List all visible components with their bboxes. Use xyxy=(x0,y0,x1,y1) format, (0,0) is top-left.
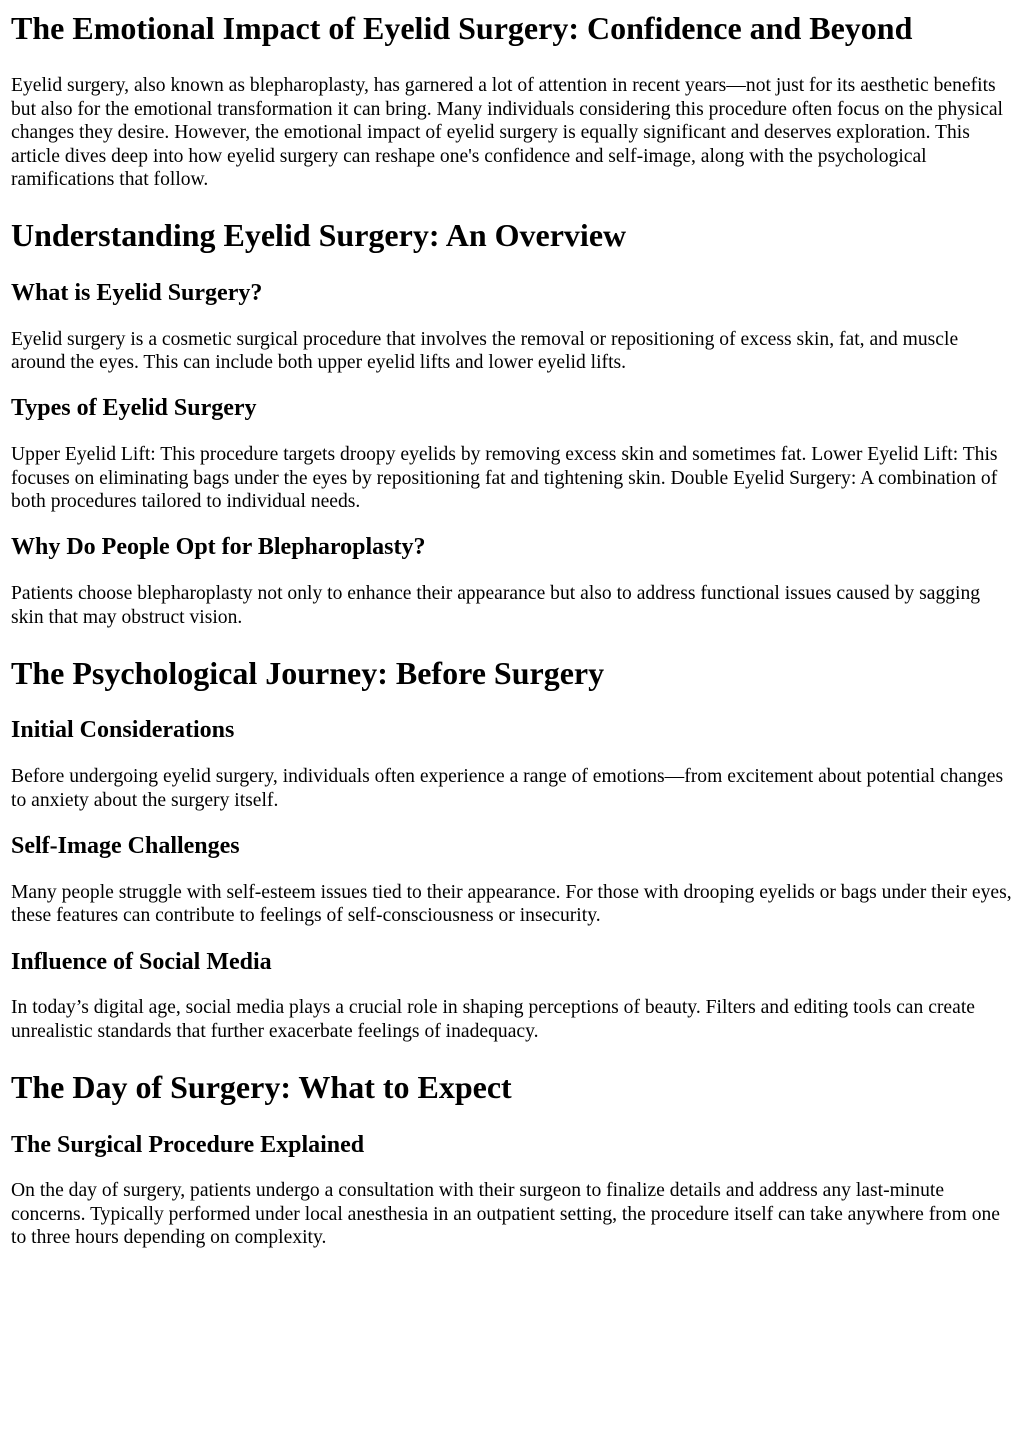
section-heading: Understanding Eyelid Surgery: An Overview xyxy=(11,217,627,254)
section-heading: The Psychological Journey: Before Surgery xyxy=(11,655,605,692)
subsection-text: Eyelid surgery is a cosmetic surgical procedure that involves the removal or repositioning of excess skin, fat, and muscle around the eyes. This can include both upper eyelid lifts and lower eyelid lifts. xyxy=(11,328,959,374)
subsection-heading: Types of Eyelid Surgery xyxy=(11,395,257,422)
subsection-heading: The Surgical Procedure Explained xyxy=(11,1131,365,1158)
article-intro: Eyelid surgery, also known as blepharoplasty, has garnered a lot of attention in recent years—not just for its aesthetic benefits but also for the emotional transformation it can bring. Many individuals considering this procedure often focus on the physical changes they desire. However, the emotional impact of eyelid surgery is equally significant and deserves exploration. This article dives deep into how eyelid surgery can reshape one's confidence and self-image, along with the psychological ramifications that follow. xyxy=(11,75,1003,191)
section-heading: The Day of Surgery: What to Expect xyxy=(11,1069,512,1106)
article-title: The Emotional Impact of Eyelid Surgery: Confidence and Beyond xyxy=(11,10,913,46)
subsection-text: On the day of surgery, patients undergo a consultation with their surgeon to finalize details and address any last-minute concerns. Typically performed under local anesthesia in an outpatient setting, the procedure itself can take anywhere from one to three hours depending on complexity. xyxy=(11,1180,1001,1249)
subsection-text: In today’s digital age, social media plays a crucial role in shaping perceptions of beauty. Filters and editing tools can create unrealistic standards that further exacerbate feelings of inadequacy. xyxy=(11,997,975,1042)
subsection-heading: Self-Image Challenges xyxy=(11,833,240,860)
subsection-heading: What is Eyelid Surgery? xyxy=(11,279,263,306)
section-day-of-surgery xyxy=(11,1068,1013,1249)
subsection-heading: Why Do People Opt for Blepharoplasty? xyxy=(11,534,426,561)
section-before-surgery xyxy=(11,654,1013,1043)
subsection-heading: Initial Considerations xyxy=(11,717,235,744)
subsection-heading: Influence of Social Media xyxy=(11,948,272,975)
subsection-text: Patients choose blepharoplasty not only to enhance their appearance but also to address functional issues caused by sagging skin that may obstruct vision. xyxy=(11,583,981,628)
subsection-text: Upper Eyelid Lift: This procedure targets droopy eyelids by removing excess skin and sometimes fat. Lower Eyelid Lift: This focuses on eliminating bags under the eyes by repositioning fat and tightening skin. Double Eyelid Surgery: A combination of both procedures tailored to individual needs. xyxy=(11,444,998,513)
section-overview xyxy=(11,216,1013,629)
subsection-text: Many people struggle with self-esteem issues tied to their appearance. For those with drooping eyelids or bags under their eyes, these features can contribute to feelings of self-consciousness or insecurity. xyxy=(11,881,1012,927)
subsection-text: Before undergoing eyelid surgery, individuals often experience a range of emotions—from excitement about potential changes to anxiety about the surgery itself. xyxy=(11,766,1004,811)
